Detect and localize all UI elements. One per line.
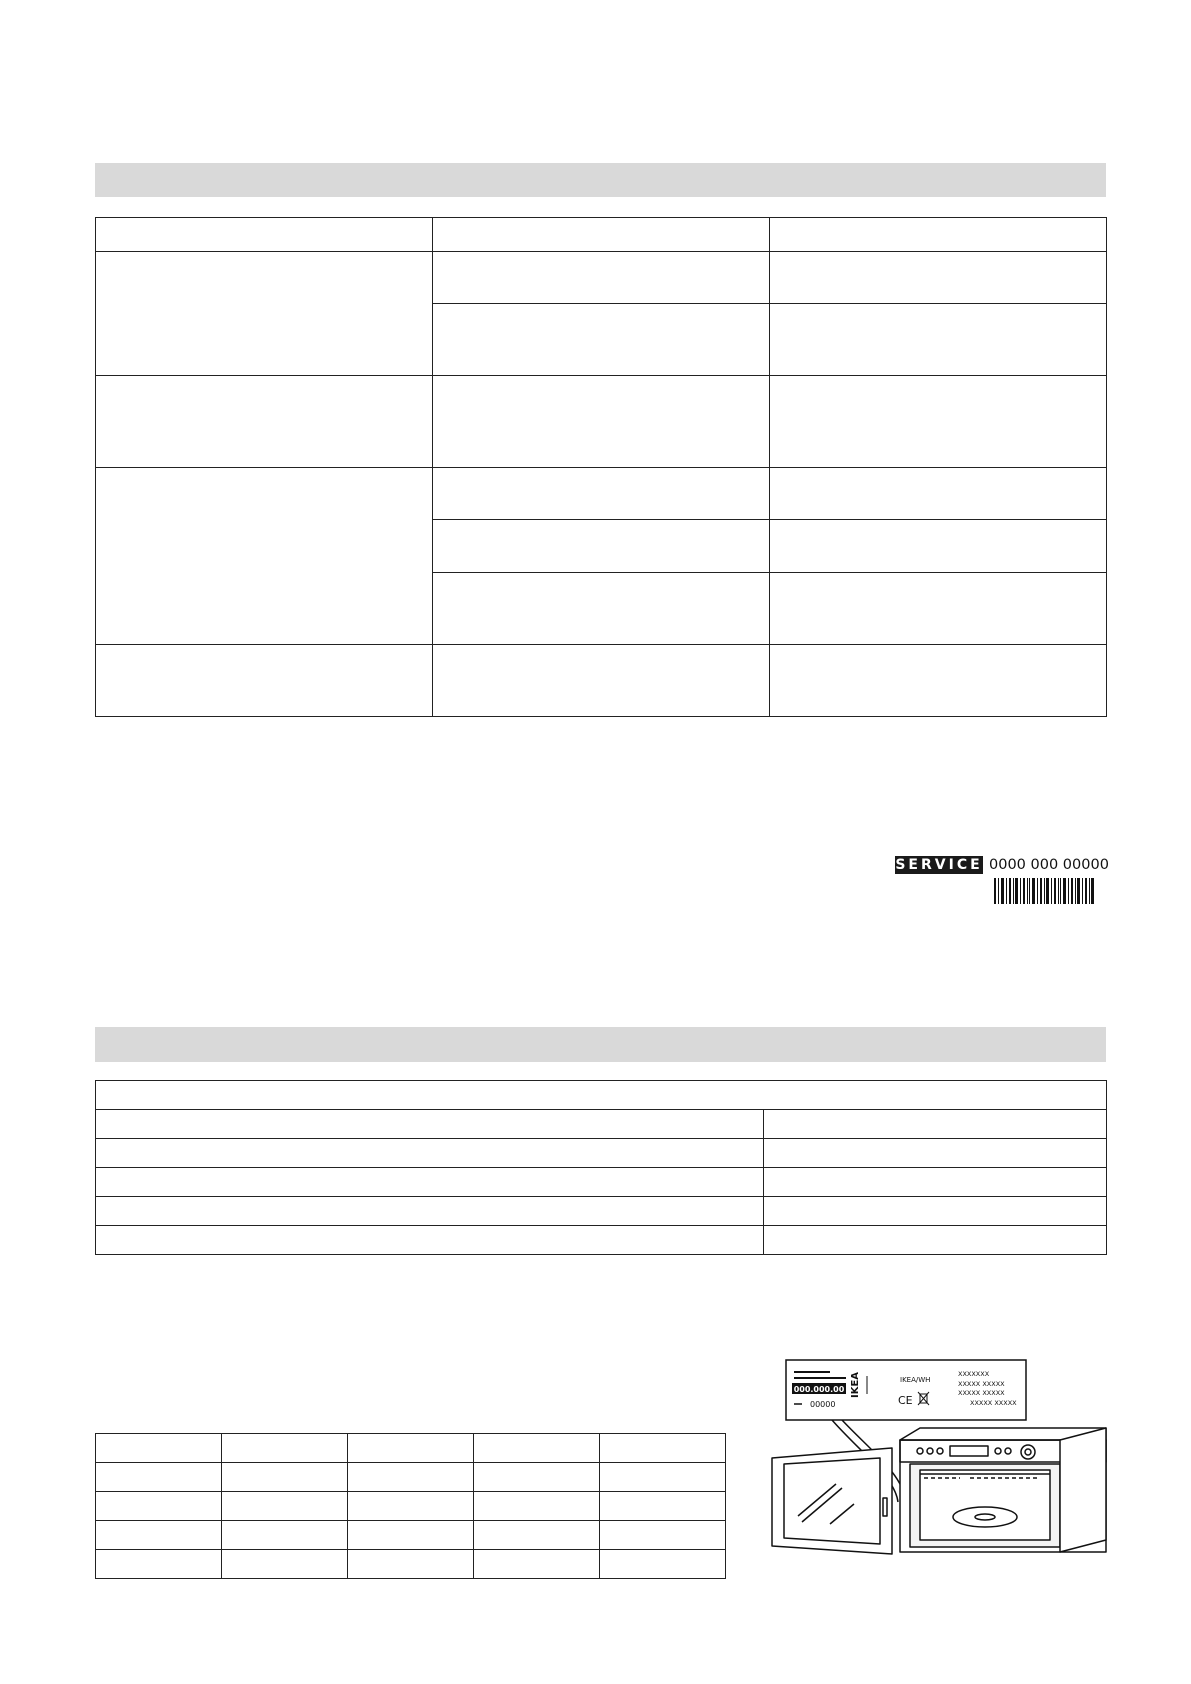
- table-row: [96, 468, 1107, 520]
- table-cell: [600, 1521, 726, 1550]
- table-header-row: [96, 1434, 726, 1463]
- service-number: 0000 000 00000: [989, 857, 1109, 873]
- table-cell: [96, 1434, 222, 1463]
- microwave-oven: [772, 1428, 1106, 1554]
- table-cell: [433, 520, 770, 573]
- table-row: [96, 1168, 1107, 1197]
- rating-plate: [786, 1360, 1026, 1420]
- table-cell: [770, 252, 1107, 304]
- table-cell: [474, 1550, 600, 1579]
- plate-code-line: XXXXX XXXXX: [970, 1399, 1017, 1407]
- table-cell: [433, 573, 770, 645]
- troubleshooting-table: [95, 217, 1107, 717]
- table-cell: [96, 1168, 764, 1197]
- table-cell: [96, 1197, 764, 1226]
- table-cell: [96, 468, 433, 645]
- table-cell: [600, 1492, 726, 1521]
- table-cell: [96, 1521, 222, 1550]
- table-cell: [770, 520, 1107, 573]
- table-cell: [600, 1550, 726, 1579]
- plate-code-line: XXXXX XXXXX: [958, 1389, 1005, 1397]
- table-row: [96, 645, 1107, 717]
- table-cell: [600, 1463, 726, 1492]
- table-cell: [96, 218, 433, 252]
- table-row: [96, 1463, 726, 1492]
- plate-code-line: XXXXXXX: [958, 1370, 990, 1378]
- table-cell: [96, 645, 433, 717]
- table-cell: [764, 1168, 1107, 1197]
- table-cell: [222, 1434, 348, 1463]
- plate-code-line: XXXXX XXXXX: [958, 1380, 1005, 1388]
- section-header-bar-2: [95, 1027, 1106, 1062]
- plate-type-label: IKEA/WH: [900, 1376, 931, 1384]
- table-cell: [474, 1492, 600, 1521]
- table-row: [96, 252, 1107, 304]
- plate-model-code: 000.000.00: [793, 1385, 845, 1394]
- table-cell: [770, 218, 1107, 252]
- table-cell: [96, 1463, 222, 1492]
- table-cell: [96, 1139, 764, 1168]
- table-header-row: [96, 218, 1107, 252]
- table-cell: [764, 1197, 1107, 1226]
- table-cell: [433, 468, 770, 520]
- microwave-rating-plate-illustration: [770, 1352, 1110, 1560]
- table-cell: [770, 645, 1107, 717]
- barcode-icon: [994, 878, 1094, 904]
- table-cell: [348, 1463, 474, 1492]
- specifications-table: [95, 1080, 1107, 1255]
- table-row: [96, 1550, 726, 1579]
- table-row: [96, 1226, 1107, 1255]
- table-cell: [600, 1434, 726, 1463]
- table-cell: [348, 1434, 474, 1463]
- table-cell: [433, 645, 770, 717]
- table-cell: [96, 1550, 222, 1579]
- table-cell: [474, 1463, 600, 1492]
- table-cell: [433, 304, 770, 376]
- table-cell: [348, 1492, 474, 1521]
- table-row: [96, 1492, 726, 1521]
- table-cell: [222, 1550, 348, 1579]
- table-cell: [770, 376, 1107, 468]
- table-cell: [764, 1139, 1107, 1168]
- table-cell: [770, 573, 1107, 645]
- table-row: [96, 376, 1107, 468]
- table-cell: [96, 376, 433, 468]
- table-cell: [96, 1081, 1107, 1110]
- table-cell: [96, 1492, 222, 1521]
- product-data-table: [95, 1433, 726, 1579]
- table-cell: [348, 1550, 474, 1579]
- table-cell: [348, 1521, 474, 1550]
- table-cell: [222, 1463, 348, 1492]
- table-cell: [96, 1226, 764, 1255]
- table-row: [96, 1197, 1107, 1226]
- table-cell: [222, 1521, 348, 1550]
- table-cell: [96, 1110, 764, 1139]
- table-cell: [474, 1434, 600, 1463]
- table-cell: [433, 376, 770, 468]
- table-cell: [770, 304, 1107, 376]
- table-cell: [474, 1521, 600, 1550]
- section-header-bar-1: [95, 163, 1106, 197]
- ce-mark-icon: CE: [898, 1394, 913, 1407]
- table-row: [96, 1139, 1107, 1168]
- table-row: [96, 1521, 726, 1550]
- table-cell: [222, 1492, 348, 1521]
- table-cell: [433, 218, 770, 252]
- table-cell: [770, 468, 1107, 520]
- table-cell: [764, 1226, 1107, 1255]
- service-tag: SERVICE: [895, 857, 983, 873]
- service-label: [895, 856, 1109, 906]
- table-cell: [764, 1110, 1107, 1139]
- plate-serial: 00000: [810, 1400, 836, 1409]
- table-row: [96, 1110, 1107, 1139]
- plate-brand: IKEA: [850, 1371, 861, 1398]
- table-cell: [433, 252, 770, 304]
- table-cell: [96, 252, 433, 376]
- weee-bin-icon: [918, 1392, 929, 1405]
- table-title-row: [96, 1081, 1107, 1110]
